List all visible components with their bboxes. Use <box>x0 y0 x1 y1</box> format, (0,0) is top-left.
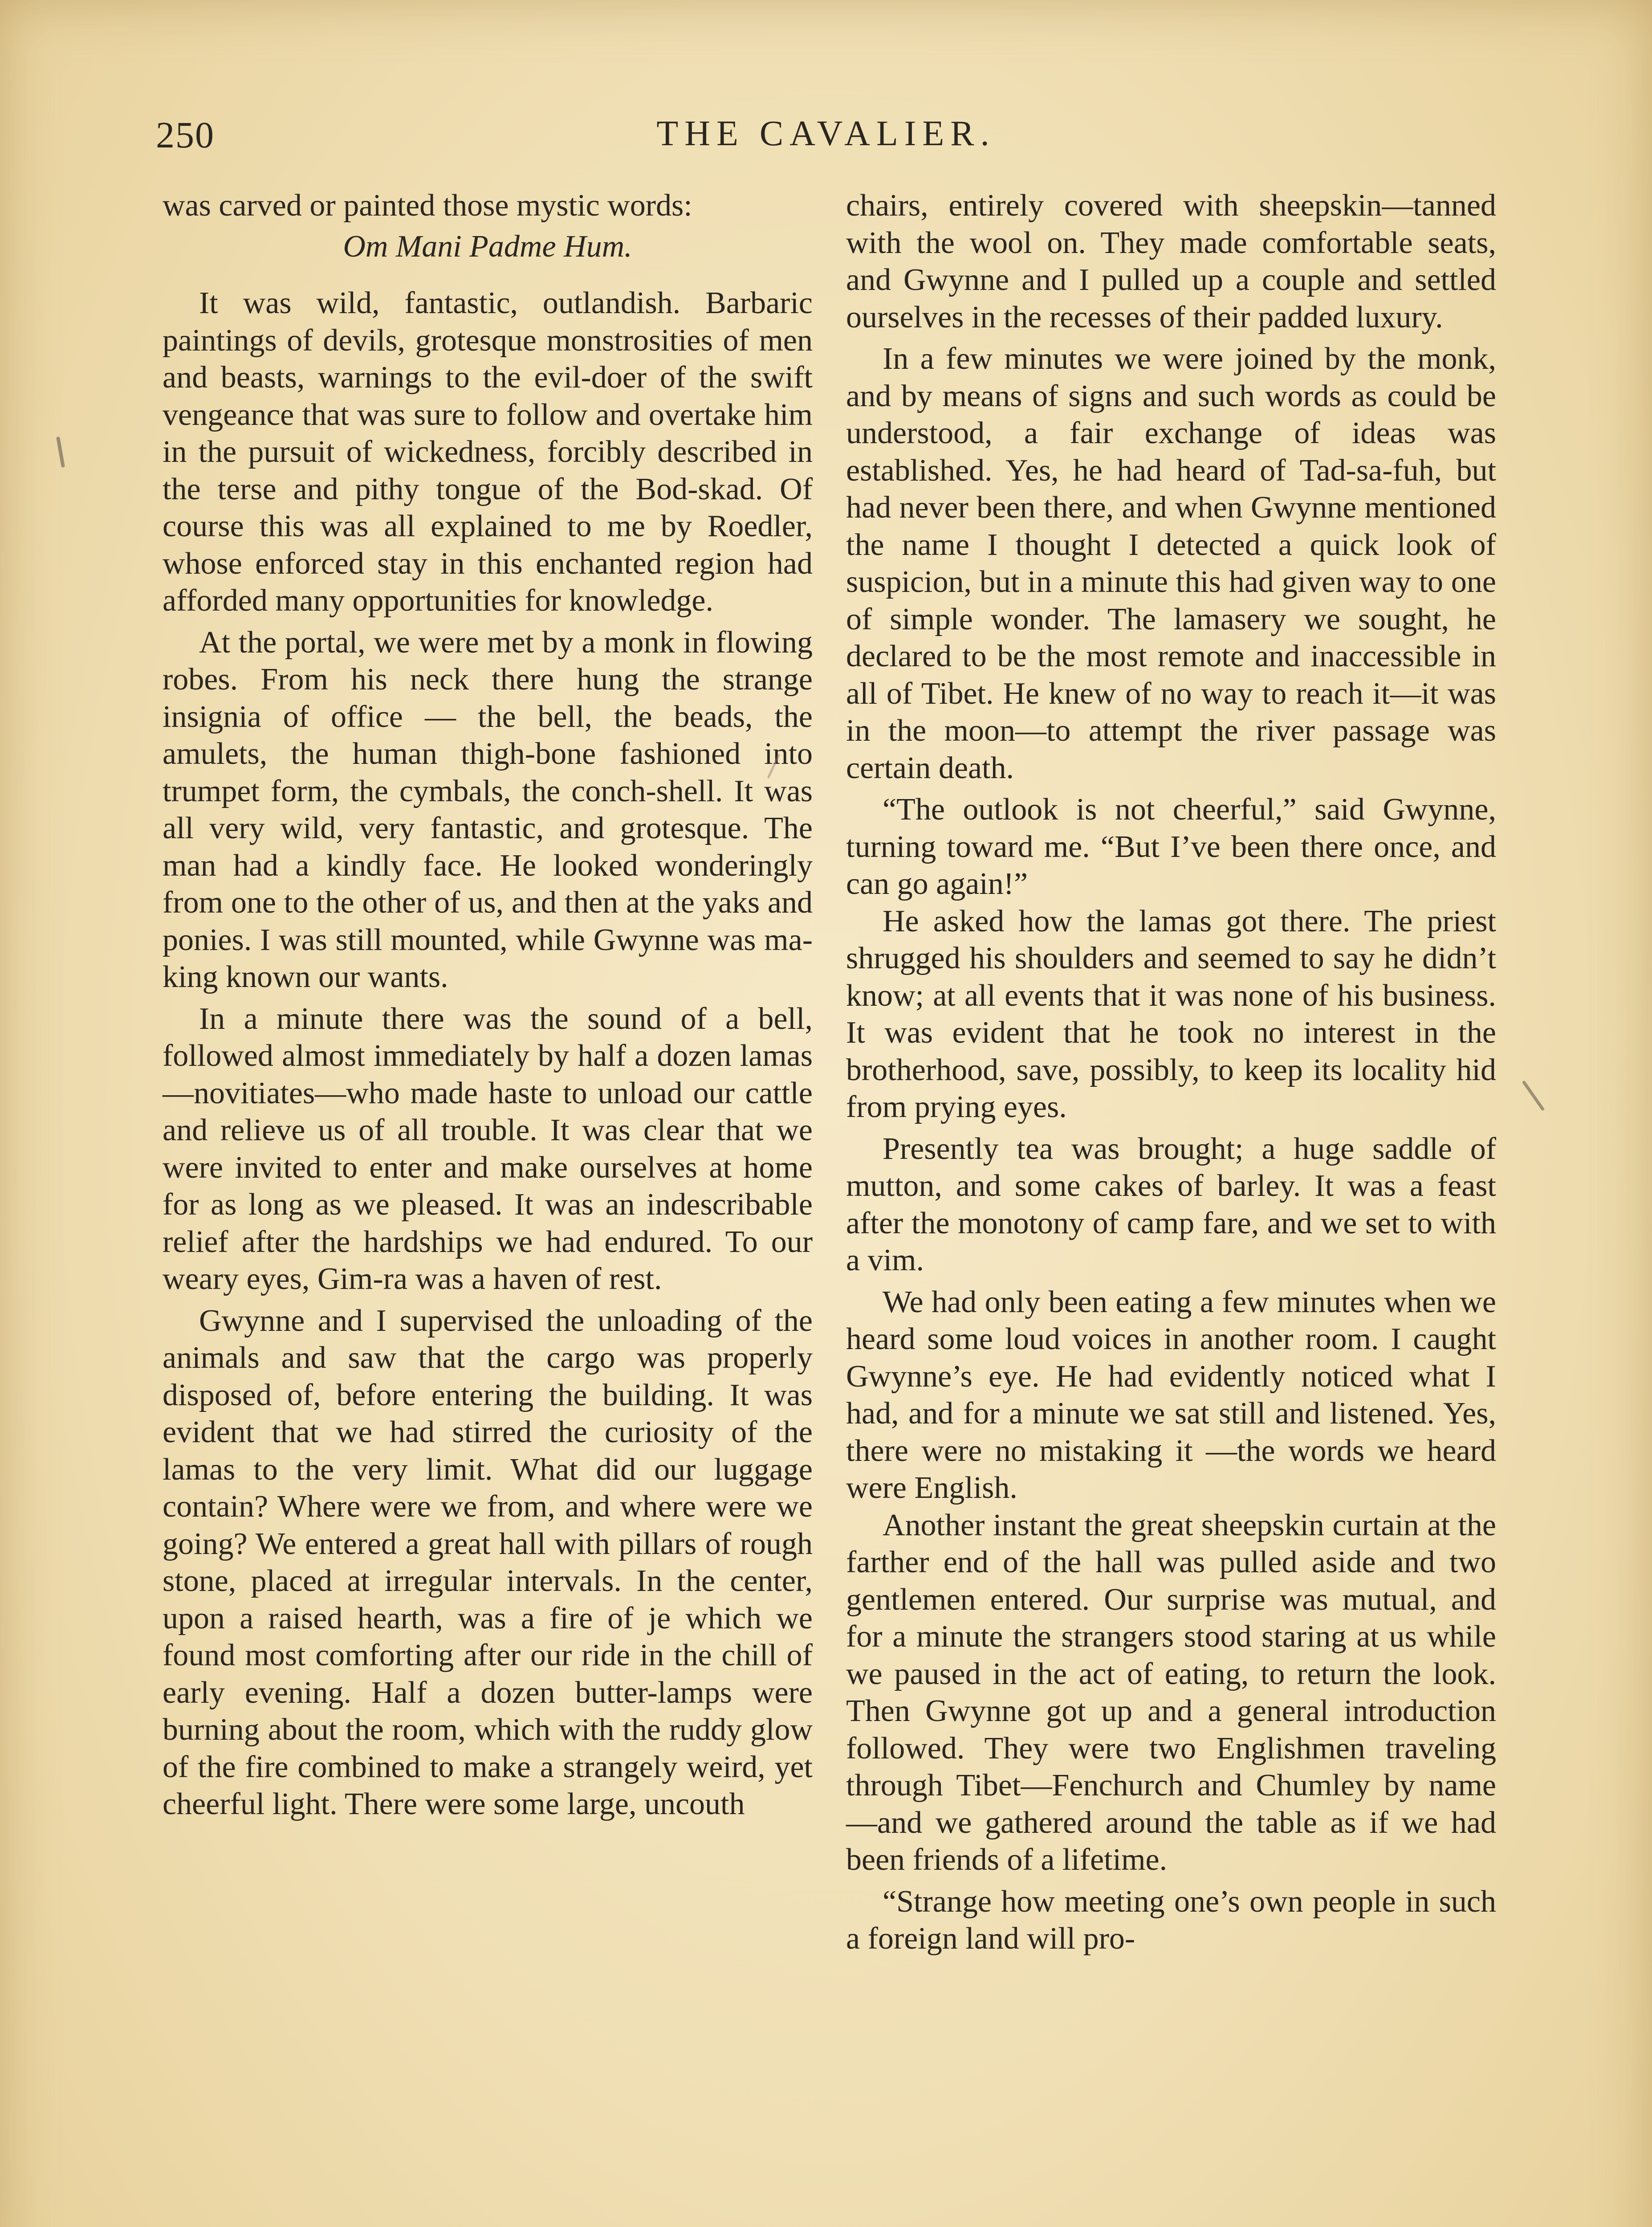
paragraph: He asked how the lamas got there. The priest shrugged his shoulders and seemed to say he didn’t know; at all events that it was none of his business. It was evident that he took no interest in the brotherhood, save, possibly, to keep its locality hid from prying eyes. <box>846 904 1496 1124</box>
margin-speck <box>56 436 65 468</box>
paragraph: “The outlook is not cheerful,” said Gwynne, turning toward me. “But I’ve been there once, and can go again!” <box>846 792 1496 901</box>
mantra-line: Om Mani Padme Hum. <box>343 229 632 264</box>
paragraph: “Strange how meeting one’s own people in such a foreign land will pro- <box>846 1884 1496 1956</box>
paragraph: In a few minutes we were joined by the monk, and by means of signs and such words as could be understood, a fair exchange of ideas was established. Yes, he had heard of Tad-sa-fuh, but had never been there, and when Gwynne mentioned the name I thought I detected a quick look of suspicion, but in a minute this had given way to one of simple wonder. The lamasery we sought, he declared to be the most remote and inaccessible in all of Tibet. He knew of no way to reach it—it was in the moon—to attempt the river passage was certain death. <box>846 342 1496 785</box>
margin-speck <box>1522 1080 1545 1111</box>
paragraph: chairs, entirely covered with sheepskin—tanned with the wool on. They made comfortable seats, and Gwynne and I pulled up a couple and settled ourselves in the recesses of their padded luxury. <box>846 188 1496 334</box>
paragraph: It was wild, fantastic, outlandish. Barbaric paintings of devils, grotesque monstrosities of men and beasts, warnings to the evil-doer of the swift vengeance that was sure to follow and overtake him in the pursuit of wickedness, forcibly described in the terse and pithy tongue of the Bod-skad. Of course this was all explained to me by Roedler, whose enforced stay in this enchanted region had afforded many opportunities for knowledge. <box>163 286 813 618</box>
paragraph: We had only been eating a few minutes when we heard some loud voices in another room. I caught Gwynne’s eye. He had evidently noticed what I had, and for a minute we sat still and listened. Yes, there were no mistaking it —the words we heard were English. <box>846 1285 1496 1505</box>
paragraph: Presently tea was brought; a huge saddle of mutton, and some cakes of barley. It was a feast after the monotony of camp fare, and we set to with a vim. <box>846 1131 1496 1277</box>
paragraph: In a minute there was the sound of a bell, followed almost immediately by half a dozen lamas—novitiates—who made haste to unload our cattle and relieve us of all trouble. It was clear that we were invited to enter and make ourselves at home for as long as we pleased. It was an indescribable relief after the hardships we had endured. To our weary eyes, Gim-ra was a haven of rest. <box>163 1001 813 1296</box>
paragraph: Another instant the great sheepskin curtain at the farther end of the hall was pulled aside and two gentlemen entered. Our surprise was mutual, and for a minute the strangers stood staring at us while we paused in the act of eating, to return the look. Then Gwynne got up and a general introduction followed. They were two Englishmen traveling through Tibet—Fenchurch and Chumley by name—and we gathered around the table as if we had been friends of a lifetime. <box>846 1508 1496 1877</box>
page-number: 250 <box>156 114 215 156</box>
right-column <box>846 187 1496 1958</box>
paragraph: was carved or painted those mystic words: <box>163 188 692 223</box>
paragraph: Gwynne and I supervised the unloading of the animals and saw that the cargo was properly disposed of, before entering the building. It was evident that we had stirred the curiosity of the lamas to the very limit. What did our luggage contain? Where were we from, and where were we going? We entered a great hall with pillars of rough stone, placed at irregular intervals. In the center, upon a raised hearth, was a fire of je which we found most comforting after our ride in the chill of early evening. Half a dozen butter-lamps were burning about the room, which with the ruddy glow of the fire combined to make a strangely weird, yet cheerful light. There were some large, uncouth <box>163 1303 813 1821</box>
running-head <box>156 114 1496 163</box>
paragraph: At the portal, we were met by a monk in flowing robes. From his neck there hung the strange insignia of office — the bell, the beads, the amulets, the human thigh-bone fashioned into trumpet form, the cymbals, the conch-shell. It was all very wild, very fantastic, and grotesque. The man had a kindly face. He looked wonderingly from one to the other of us, and then at the yaks and ponies. I was still mounted, while Gwynne was making known our wants. <box>163 625 813 994</box>
left-column <box>163 187 813 1823</box>
running-title: THE CAVALIER. <box>656 114 996 153</box>
